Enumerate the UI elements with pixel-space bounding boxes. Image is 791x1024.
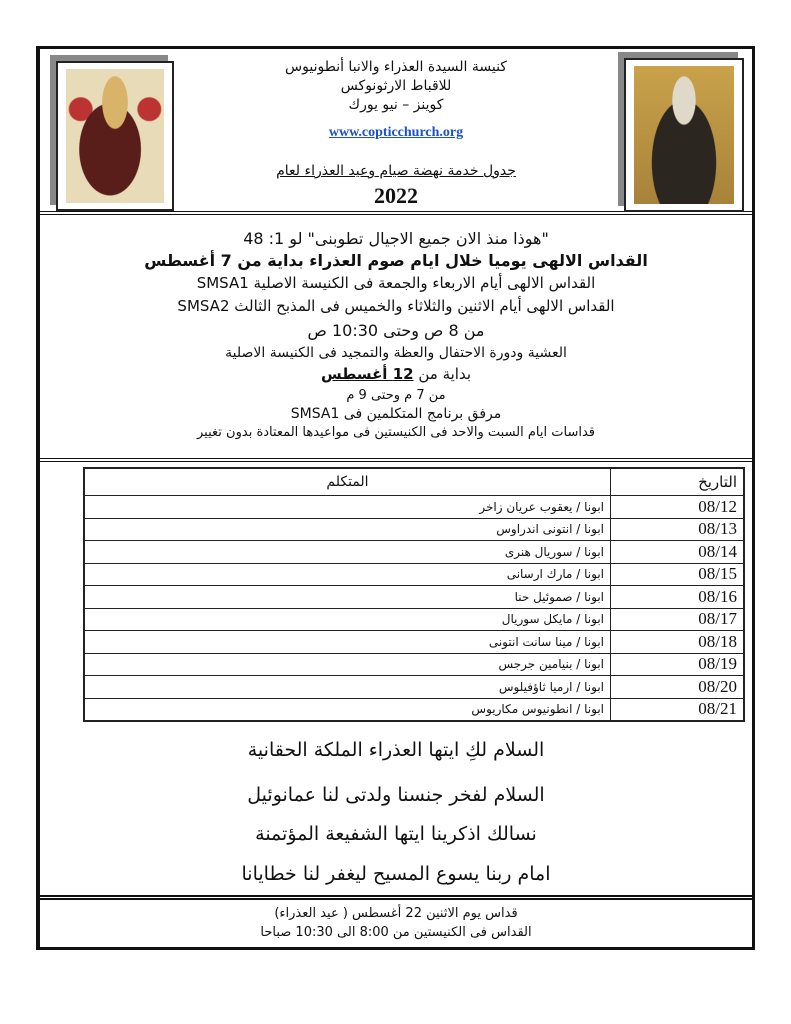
liturgy-smsa2: القداس الالهى أيام الاثنين والثلاثاء والخميس فى المذبح الثالث SMSA2 [177,297,615,315]
table-header-row [84,468,744,496]
vespers-note: العشية ودورة الاحتفال والعظة والتمجيد فى الكنيسة الاصلية [225,345,567,361]
speaker-cell: ابونا / بنيامين جرجس [84,653,611,676]
speaker-cell: ابونا / مايكل سوريال [84,608,611,631]
website-link[interactable]: www.copticchurch.org [328,125,464,140]
speaker-cell: ابونا / مارك ارسانى [84,563,611,586]
bible-verse: "هوذا منذ الان جميع الاجيال تطوبنى" لو 1: 48 [243,229,549,248]
prayer-line-1: السلام لكِ ايتها العذراء الملكة الحقانية [247,739,545,761]
location: كوينز – نيو يورك [348,97,444,113]
table-row [84,496,744,519]
date-cell: 08/18 [611,631,745,654]
date-cell: 08/19 [611,653,745,676]
speaker-cell: ابونا / ارميا ثاؤفيلوس [84,676,611,699]
start-date [40,365,752,383]
vespers-time: من 7 م وحتى 9 م [346,388,446,403]
flyer-frame [36,46,755,950]
date-cell: 08/14 [611,541,745,564]
schedule-year: 2022 [374,183,418,208]
date-cell: 08/17 [611,608,745,631]
prayer-line-3: نسالك اذكرينا ايتها الشفيعة المؤتمنة [255,823,537,845]
table-row [84,676,744,699]
schedule-title: جدول خدمة نهضة صيام وعيد العذراء لعام [276,163,516,179]
prayer-line-4: امام ربنا يسوع المسيح ليغفر لنا خطايانا [241,863,551,885]
feast-day-liturgy: قداس يوم الاثنين 22 أغسطس ( عيد العذراء) [274,906,518,921]
table-row [84,631,744,654]
church-name: كنيسة السيدة العذراء والانبا أنطونيوس [285,59,507,75]
table-row [84,563,744,586]
weekend-note: قداسات ايام السبت والاحد فى الكنيستين فى مواعيدها المعتادة بدون تغيير [197,425,595,440]
speaker-cell: ابونا / صموئيل حنا [84,586,611,609]
header-section [40,49,752,215]
denomination: للاقباط الارثونوكس [340,78,452,94]
feast-liturgy-time: القداس فى الكنيستين من 8:00 الى 10:30 صباحا [260,925,532,940]
date-cell: 08/21 [611,698,745,721]
date-cell: 08/16 [611,586,745,609]
speaker-cell: ابونا / انتونى اندراوس [84,518,611,541]
footer-section [40,895,752,952]
speaker-column-header: المتكلم [84,468,611,496]
speaker-cell: ابونا / يعقوب عريان زاخر [84,496,611,519]
start-label: بداية من [418,365,471,383]
date-cell: 08/20 [611,676,745,699]
announcements-section [40,215,752,462]
prayer-line-2: السلام لفخر جنسنا ولدتى لنا عمانوئيل [247,784,545,806]
speakers-note: مرفق برنامج المتكلمين فى SMSA1 [290,406,502,422]
date-cell: 08/15 [611,563,745,586]
table-row [84,698,744,721]
table-row [84,586,744,609]
date-column-header: التاريخ [611,468,745,496]
date-cell: 08/12 [611,496,745,519]
date-cell: 08/13 [611,518,745,541]
speaker-cell: ابونا / مينا سانت انتونى [84,631,611,654]
speaker-cell: ابونا / سوريال هنرى [84,541,611,564]
table-row [84,541,744,564]
start-date-value: 12 أغسطس [320,365,414,383]
liturgy-time: من 8 ص وحتى 10:30 ص [307,321,485,340]
speakers-table [83,467,745,722]
table-row [84,608,744,631]
speaker-cell: ابونا / انطونيوس مكاريوس [84,698,611,721]
table-row [84,653,744,676]
table-row [84,518,744,541]
daily-liturgy-note: القداس الالهى يوميا خلال ايام صوم العذراء بداية من 7 أغسطس [144,251,648,270]
liturgy-smsa1: القداس الالهى أيام الاربعاء والجمعة فى الكنيسة الاصلية SMSA1 [196,274,596,292]
